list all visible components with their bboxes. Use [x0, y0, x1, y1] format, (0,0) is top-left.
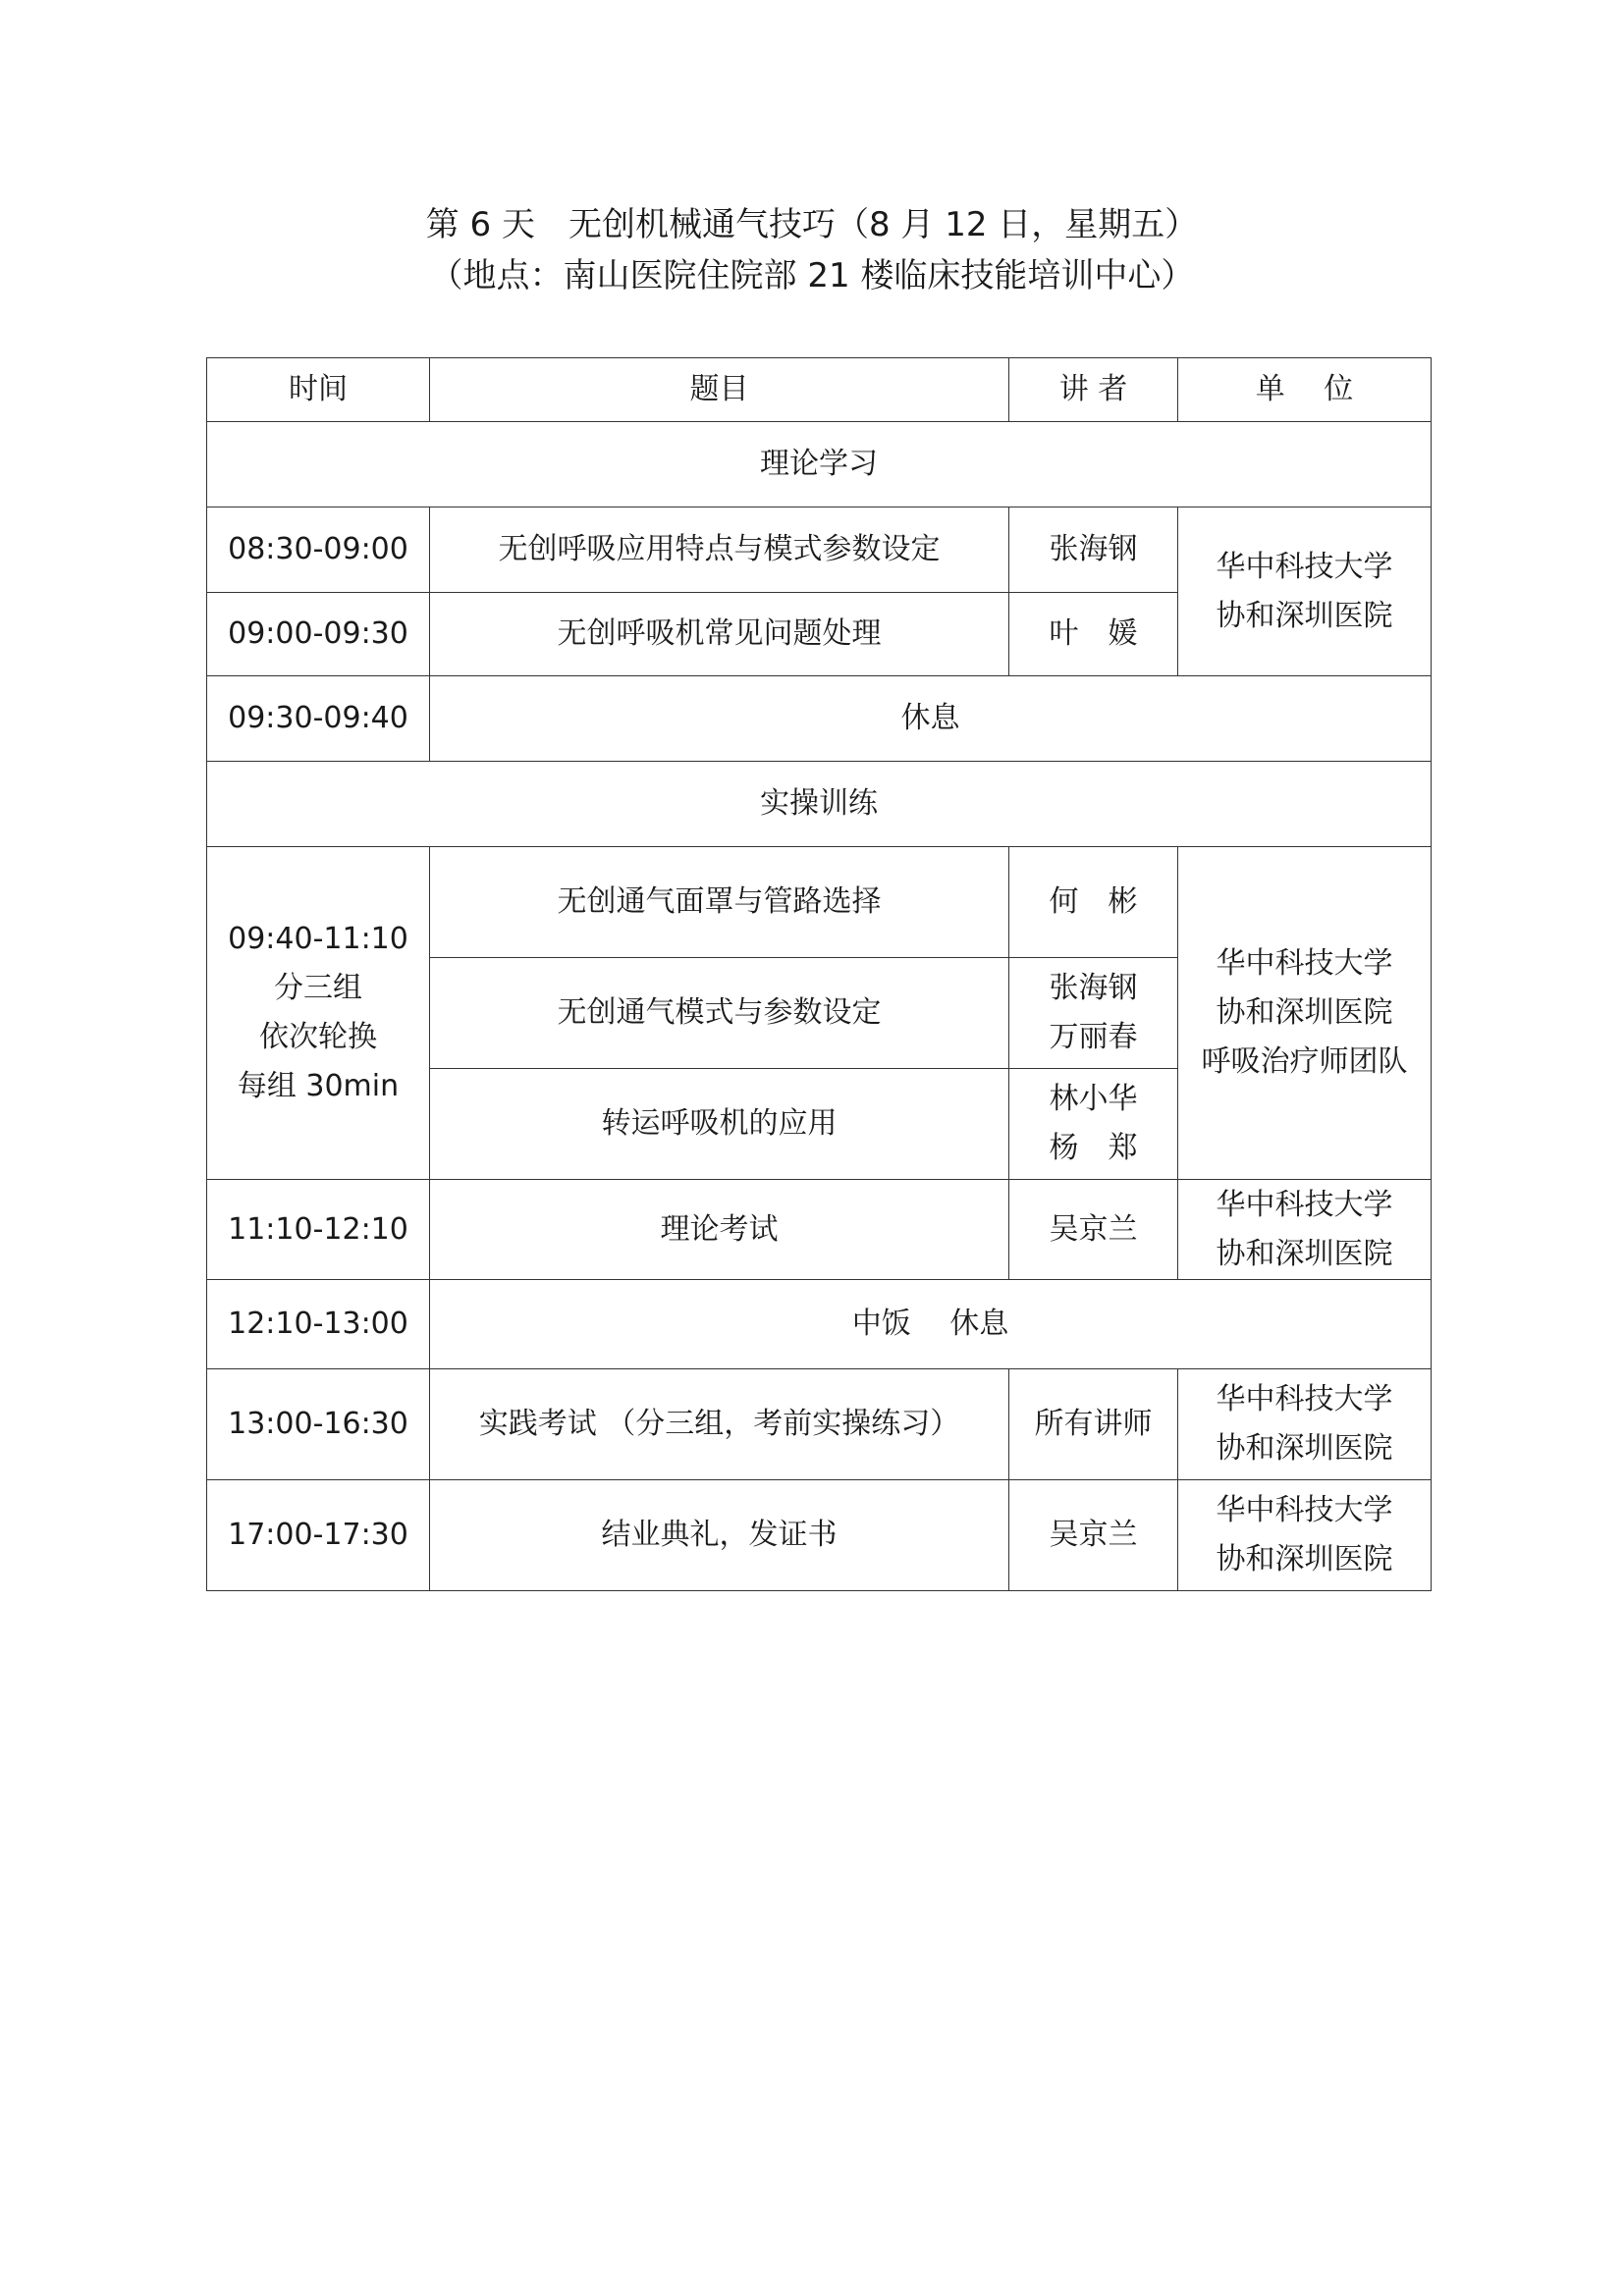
unit-line: 华中科技大学: [1216, 1382, 1393, 1416]
time-line: 依次轮换: [259, 1020, 377, 1054]
unit-line: 华中科技大学: [1216, 1187, 1393, 1222]
section-row: [207, 762, 1432, 847]
time-cell: 09:30-09:40: [207, 676, 430, 762]
time-line: 09:40-11:10: [228, 922, 408, 956]
table-row: [207, 1280, 1432, 1369]
speaker-line: 张海钢: [1049, 971, 1138, 1005]
header-unit: 单 位: [1178, 358, 1432, 422]
table-row: [207, 1480, 1432, 1591]
unit-line: 华中科技大学: [1216, 946, 1393, 981]
schedule-table: [206, 357, 1432, 1591]
time-line: 每组 30min: [237, 1069, 400, 1103]
table-row: [207, 1369, 1432, 1480]
unit-cell: [1178, 507, 1432, 676]
topic-cell: 无创通气模式与参数设定: [430, 958, 1009, 1069]
unit-line: 华中科技大学: [1216, 1493, 1393, 1527]
topic-cell: 无创呼吸应用特点与模式参数设定: [430, 507, 1009, 593]
lunch-cell: 中饭 休息: [430, 1280, 1432, 1369]
speaker-line: 万丽春: [1049, 1020, 1138, 1054]
time-cell: 11:10-12:10: [207, 1180, 430, 1280]
topic-cell: 理论考试: [430, 1180, 1009, 1280]
table-row: [207, 676, 1432, 762]
page-title: 第 6 天 无创机械通气技巧（8 月 12 日，星期五）: [425, 205, 1199, 244]
unit-cell: [1178, 847, 1432, 1180]
unit-line: 协和深圳医院: [1216, 598, 1393, 633]
time-cell: 12:10-13:00: [207, 1280, 430, 1369]
topic-cell: 无创呼吸机常见问题处理: [430, 593, 1009, 676]
unit-cell: [1178, 1180, 1432, 1280]
section-row: [207, 422, 1432, 507]
table-row: [207, 847, 1432, 958]
section-theory: 理论学习: [207, 422, 1432, 507]
time-cell: 09:00-09:30: [207, 593, 430, 676]
unit-line: 呼吸治疗师团队: [1201, 1044, 1408, 1079]
time-cell: 13:00-16:30: [207, 1369, 430, 1480]
time-line: 分三组: [274, 971, 362, 1005]
unit-line: 协和深圳医院: [1216, 1431, 1393, 1466]
unit-cell: [1178, 1480, 1432, 1591]
speaker-cell: 吴京兰: [1009, 1180, 1178, 1280]
speaker-cell: [1009, 958, 1178, 1069]
break-cell: 休息: [430, 676, 1432, 762]
speaker-cell: 张海钢: [1009, 507, 1178, 593]
section-practice: 实操训练: [207, 762, 1432, 847]
unit-line: 协和深圳医院: [1216, 1542, 1393, 1576]
header-topic: 题目: [430, 358, 1009, 422]
speaker-cell: 吴京兰: [1009, 1480, 1178, 1591]
speaker-cell: [1009, 1069, 1178, 1180]
topic-cell: 实践考试 （分三组，考前实操练习）: [430, 1369, 1009, 1480]
time-cell: 17:00-17:30: [207, 1480, 430, 1591]
speaker-line: 林小华: [1049, 1082, 1138, 1116]
topic-cell: 转运呼吸机的应用: [430, 1069, 1009, 1180]
practice-time-cell: [207, 847, 430, 1180]
table-row: [207, 507, 1432, 593]
time-cell: 08:30-09:00: [207, 507, 430, 593]
speaker-cell: 何 彬: [1009, 847, 1178, 958]
unit-line: 协和深圳医院: [1216, 995, 1393, 1030]
table-row: [207, 1180, 1432, 1280]
topic-cell: 结业典礼，发证书: [430, 1480, 1009, 1591]
location-subtitle: （地点：南山医院住院部 21 楼临床技能培训中心）: [429, 256, 1195, 295]
header-speaker: 讲 者: [1009, 358, 1178, 422]
speaker-cell: 所有讲师: [1009, 1369, 1178, 1480]
topic-cell: 无创通气面罩与管路选择: [430, 847, 1009, 958]
header-row: [207, 358, 1432, 422]
speaker-line: 杨 郑: [1049, 1131, 1138, 1165]
header-time: 时间: [207, 358, 430, 422]
unit-line: 华中科技大学: [1216, 549, 1393, 584]
speaker-cell: 叶 媛: [1009, 593, 1178, 676]
unit-line: 协和深圳医院: [1216, 1236, 1393, 1271]
unit-cell: [1178, 1369, 1432, 1480]
